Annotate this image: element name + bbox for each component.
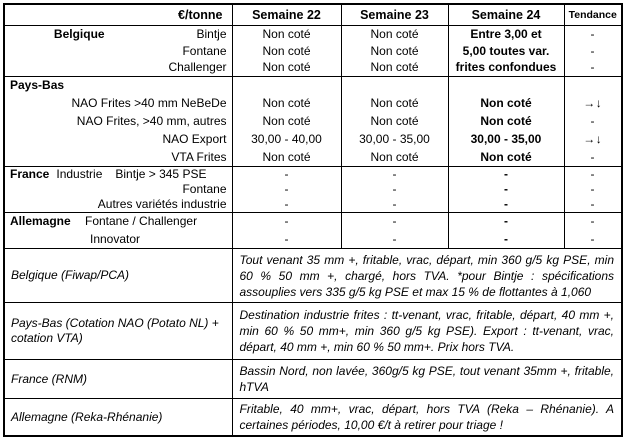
table-header	[4, 4, 622, 26]
row-label-cell	[4, 149, 232, 167]
empty-cell	[232, 77, 341, 95]
table-row	[4, 213, 622, 231]
table-row	[4, 77, 622, 95]
note-source-label: Pays-Bas (Cotation NAO (Potato NL) + cotation VTA)	[11, 316, 219, 345]
value-cell: -	[341, 197, 448, 213]
country-label-cell: Pays-Bas	[10, 78, 65, 93]
note-text: Destination industrie frites : tt-venant, vrac, fritable, départ, 40 mm +, min 60 % 50 mm+, min 360 g/5 kg PSE). Export : tt-venant, vrac, départ, 40 mm +, min 60 % 50 mm+. Prix hors TVA.	[232, 303, 622, 360]
value-cell: -	[448, 231, 564, 249]
table-row	[4, 167, 622, 183]
trend-cell: →↓	[564, 131, 622, 149]
trend-cell: -	[564, 182, 622, 197]
note-row	[4, 360, 622, 399]
value-cell: Entre 3,00 et	[448, 26, 564, 43]
value-cell: frites confondues	[448, 60, 564, 77]
trend-cell: -	[564, 43, 622, 60]
row-label-cell	[4, 95, 232, 113]
note-allemagne	[4, 399, 622, 437]
week-24-header: Semaine 24	[448, 4, 564, 26]
value-cell: Non coté	[448, 113, 564, 131]
value-cell: Non coté	[341, 43, 448, 60]
variety-label: Innovator	[90, 231, 141, 246]
variety-label: VTA Frites	[171, 149, 227, 164]
trend-header: Tendance	[564, 4, 622, 26]
variety-label: NAO Frites, >40 mm, autres	[76, 114, 227, 128]
country-label: Allemagne	[10, 214, 71, 229]
value-cell: Non coté	[448, 149, 564, 167]
value-cell: Non coté	[232, 95, 341, 113]
variety-label: NAO Export	[162, 132, 227, 146]
row-label-cell	[4, 231, 232, 249]
trend-cell: -	[564, 26, 622, 43]
potato-price-table	[3, 3, 623, 437]
value-cell: Non coté	[341, 60, 448, 77]
row-label-cell	[4, 26, 232, 43]
country-label: Belgique	[53, 26, 105, 41]
trend-cell: -	[564, 231, 622, 249]
row-label-cell	[4, 131, 232, 149]
table-row	[4, 26, 622, 43]
table-row	[4, 43, 622, 60]
table-row	[4, 197, 622, 213]
value-cell: Non coté	[341, 149, 448, 167]
note-text: Fritable, 40 mm+, vrac, départ, hors TVA (Reka – Rhénanie). A certaines périodes, 10,00 €/t à retirer pour triage !	[232, 399, 622, 437]
trend-cell: -	[564, 60, 622, 77]
value-cell: 30,00 - 40,00	[232, 131, 341, 149]
trend-cell: -	[564, 149, 622, 167]
trend-cell: -	[564, 113, 622, 131]
value-cell: -	[448, 182, 564, 197]
value-cell: -	[448, 213, 564, 231]
note-text: Bassin Nord, non lavée, 360g/5 kg PSE, tout venant 35mm +, fritable, hTVA	[232, 360, 622, 399]
value-cell: -	[341, 213, 448, 231]
note-row	[4, 303, 622, 360]
row-label-cell	[4, 113, 232, 131]
value-cell: Non coté	[232, 43, 341, 60]
row-label-cell	[4, 43, 232, 60]
variety-label: Bintje	[196, 26, 227, 41]
row-label-cell	[4, 60, 232, 77]
table-row	[4, 60, 622, 77]
value-cell: -	[232, 197, 341, 213]
value-cell: Non coté	[341, 95, 448, 113]
table-row	[4, 149, 622, 167]
value-cell: -	[341, 231, 448, 249]
value-cell: Non coté	[448, 95, 564, 113]
value-cell: -	[448, 197, 564, 213]
variety-label: Challenger	[168, 60, 227, 75]
section-france	[4, 167, 622, 213]
value-cell: 5,00 toutes var.	[448, 43, 564, 60]
value-cell: Non coté	[232, 60, 341, 77]
value-cell: 30,00 - 35,00	[341, 131, 448, 149]
variety-label: Fontane	[182, 43, 227, 58]
table-row	[4, 182, 622, 197]
row-label-cell	[4, 167, 232, 183]
table-row	[4, 231, 622, 249]
country-label: France	[10, 167, 50, 181]
value-cell: Non coté	[232, 26, 341, 43]
note-text: Tout venant 35 mm +, fritable, vrac, départ, min 360 g/5 kg PSE, min 60 % 50 mm +, chargé, hors TVA. *pour Bintje : spécifications assouplies vers 335 g/5 kg PSE et max 15 % de flottantes à 1,060	[232, 249, 622, 303]
note-row	[4, 399, 622, 437]
variety-label: Fontane / Challenger	[85, 214, 198, 229]
table-row	[4, 95, 622, 113]
value-cell: -	[232, 231, 341, 249]
category-label: Industrie	[56, 167, 103, 181]
trend-cell: →↓	[564, 95, 622, 113]
variety-label: Autres variétés industrie	[97, 197, 227, 211]
trend-cell: -	[564, 167, 622, 183]
note-source-label: France (RNM)	[11, 371, 88, 386]
value-cell: -	[232, 167, 341, 183]
trend-cell: -	[564, 197, 622, 213]
value-cell: -	[448, 167, 564, 183]
empty-cell	[448, 77, 564, 95]
unit-header-cell: €/tonne	[178, 7, 223, 22]
week-23-header: Semaine 23	[341, 4, 448, 26]
week-22-header: Semaine 22	[232, 4, 341, 26]
table-row	[4, 131, 622, 149]
row-label-cell	[4, 182, 232, 197]
section-pays-bas	[4, 77, 622, 167]
note-france	[4, 360, 622, 399]
value-cell: Non coté	[341, 26, 448, 43]
empty-cell	[341, 77, 448, 95]
value-cell: Non coté	[232, 113, 341, 131]
variety-label: NAO Frites >40 mm NeBeDe	[71, 96, 227, 110]
note-row	[4, 249, 622, 303]
header-row	[4, 4, 622, 26]
note-pays-bas	[4, 303, 622, 360]
empty-cell	[564, 77, 622, 95]
trend-cell: -	[564, 213, 622, 231]
value-cell: -	[232, 182, 341, 197]
note-source-label: Belgique (Fiwap/PCA)	[11, 268, 130, 282]
value-cell: -	[341, 167, 448, 183]
variety-label: Fontane	[182, 182, 227, 196]
note-source-label: Allemagne (Reka-Rhénanie)	[11, 409, 163, 424]
value-cell: -	[341, 182, 448, 197]
value-cell: -	[232, 213, 341, 231]
section-belgique	[4, 26, 622, 77]
variety-label: Bintje > 345 PSE	[115, 167, 207, 181]
row-label-cell	[4, 213, 232, 231]
section-allemagne	[4, 213, 622, 249]
row-label-cell	[4, 197, 232, 213]
note-belgique	[4, 249, 622, 303]
value-cell: Non coté	[341, 113, 448, 131]
value-cell: 30,00 - 35,00	[448, 131, 564, 149]
value-cell: Non coté	[232, 149, 341, 167]
table-row	[4, 113, 622, 131]
